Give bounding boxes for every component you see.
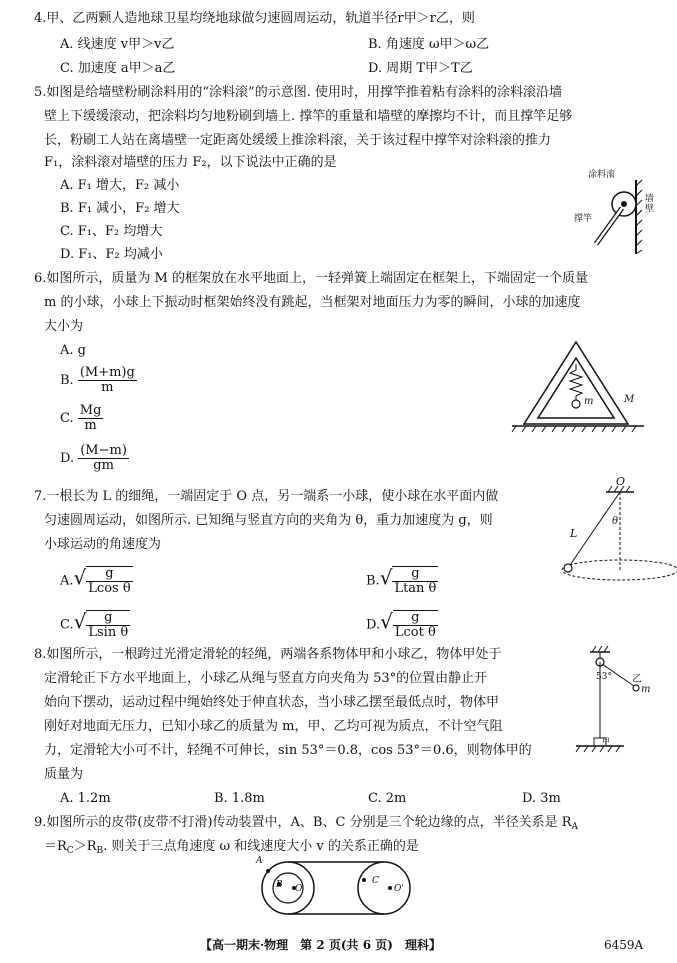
fig-q9-B: B bbox=[276, 880, 283, 890]
q7-option-c: C.√ $\frac{g}{\text{Lsin θ}}$ bbox=[60, 609, 129, 640]
fig-q9-C: C bbox=[372, 876, 379, 886]
fig-small-m: m bbox=[584, 396, 594, 407]
fig-q9-O2: O' bbox=[394, 884, 404, 894]
q5-option-c: C. F₁、F₂ 均增大 bbox=[60, 224, 163, 239]
q5-line1: 5.如图是给墙壁粉刷涂料用的“涂料滚”的示意图. 使用时，用撑竿推着粘有涂料的涂料滚沿墙 bbox=[34, 85, 562, 100]
fig-q9-O: O bbox=[295, 884, 303, 894]
q8-line2: 定滑轮正下方水平地面上，小球乙从绳与竖直方向夹角为 53°的位置由静止开 bbox=[44, 671, 488, 686]
q4-option-b: B. 角速度 ω甲＞ω乙 bbox=[368, 37, 490, 52]
q5-line4: F₁，涂料滚对墙壁的压力 F₂，以下说法中正确的是 bbox=[44, 155, 337, 170]
fig-q8-yi: 乙 bbox=[632, 674, 642, 685]
q5-option-b: B. F₁ 减小，F₂ 增大 bbox=[60, 201, 180, 216]
q5-option-d: D. F₁、F₂ 均减小 bbox=[60, 247, 163, 262]
q6-option-b: B. $\frac{(M+m)g}{m}$ bbox=[60, 365, 135, 395]
q9-line2: $=R_C>R_B$. 则关于三点角速度 ω 和线速度大小 v 的关系正确的是 bbox=[44, 839, 419, 856]
fig-q7-theta: θ bbox=[612, 516, 619, 527]
q6-b-fraction: $\frac{(M+m)g}{m}$ bbox=[79, 365, 135, 395]
q4-stem: 4.甲、乙两颗人造地球卫星均绕地球做匀速圆周运动，轨道半径r甲＞r乙，则 bbox=[34, 11, 475, 26]
q8-line3: 始向下摆动，运动过程中绳始终处于伸直状态，当小球乙摆至最低点时，物体甲 bbox=[44, 695, 500, 710]
fig-wall-label: 墙壁 bbox=[645, 194, 655, 214]
q7-line1: 7.一根长为 L 的细绳，一端固定于 O 点，另一端系一小球，使小球在水平面内做 bbox=[34, 489, 499, 504]
pulley-figure bbox=[576, 648, 656, 754]
q8-option-c: C. 2m bbox=[368, 791, 407, 806]
q6-line2: m 的小球，小球上下振动时框架始终没有跳起，当框架对地面压力为零的瞬间，小球的加速度 bbox=[44, 295, 581, 310]
q7-line2: 匀速圆周运动，如图所示. 已知绳与竖直方向的夹角为 θ，重力加速度为 g，则 bbox=[44, 513, 493, 528]
fig-roller-label: 涂料滚 bbox=[588, 170, 616, 180]
fig-big-M: M bbox=[624, 394, 635, 405]
q6-option-a: A. g bbox=[60, 343, 86, 358]
q8-line5: 力，定滑轮大小可不计，轻绳不可伸长，sin 53°＝0.8，cos 53°＝0.6，则物体甲的 bbox=[44, 743, 532, 758]
q8-line4: 刚好对地面无压力，已知小球乙的质量为 m，甲、乙均可视为质点，不计空气阻 bbox=[44, 719, 503, 734]
q6-c-fraction: $\frac{Mg}{m}$ bbox=[79, 403, 102, 433]
q7-line3: 小球运动的角速度为 bbox=[44, 537, 162, 552]
q4-option-c: C. 加速度 a甲＞a乙 bbox=[60, 61, 176, 76]
q8-option-b: B. 1.8m bbox=[214, 791, 265, 806]
q6-line3: 大小为 bbox=[44, 319, 84, 334]
frame-spring-figure bbox=[512, 340, 652, 436]
paper-code: 6459A bbox=[604, 938, 644, 952]
fig-q8-m: m bbox=[641, 684, 651, 695]
q7-option-d: D.√ $\frac{g}{\text{Lcot θ}}$ bbox=[366, 609, 436, 640]
q8-option-d: D. 3m bbox=[522, 791, 561, 806]
q7-option-b: B.√ $\frac{g}{\text{Ltan θ}}$ bbox=[366, 565, 437, 596]
q4-option-d: D. 周期 T甲＞T乙 bbox=[368, 61, 473, 76]
q7-option-a: A.√ $\frac{g}{\text{Lcos θ}}$ bbox=[60, 565, 131, 596]
q6-option-d: D. $\frac{(M-m)}{gm}$ bbox=[60, 443, 127, 473]
q4-option-a: A. 线速度 v甲＞v乙 bbox=[60, 37, 175, 52]
q5-line3: 长，粉刷工人站在离墙壁一定距离处缓缓上推涂料滚，关于该过程中撑竿对涂料滚的推力 bbox=[44, 133, 552, 148]
fig-pole-label: 撑竿 bbox=[574, 214, 593, 224]
q6-d-fraction: $\frac{(M-m)}{gm}$ bbox=[80, 443, 127, 473]
page-footer: 【高一期末·物理 第 2 页(共 6 页) 理科】 bbox=[200, 938, 441, 952]
q6-option-c: C. $\frac{Mg}{m}$ bbox=[60, 403, 102, 433]
q5-line2: 壁上下缓缓滚动，把涂料均匀地粉刷到墙上. 撑竿的重量和墙壁的摩擦均不计，而且撑竿足够 bbox=[44, 109, 573, 124]
q5-option-a: A. F₁ 增大，F₂ 减小 bbox=[60, 178, 180, 193]
fig-q7-O: O bbox=[616, 475, 626, 488]
fig-q7-L: L bbox=[570, 527, 578, 540]
q9-line1: 9.如图所示的皮带(皮带不打滑)传动装置中，A、B、C 分别是三个轮边缘的点，半径关系是 $R_A$ bbox=[34, 815, 578, 832]
fig-q9-A: A bbox=[256, 856, 263, 866]
fig-q8-angle: 53° bbox=[596, 672, 612, 682]
q8-line6: 质量为 bbox=[44, 767, 84, 782]
fig-q8-jia: 甲 bbox=[602, 737, 610, 746]
q6-line1: 6.如图所示，质量为 M 的框架放在水平地面上，一轻弹簧上端固定在框架上，下端固定一个质量 bbox=[34, 271, 588, 286]
q8-option-a: A. 1.2m bbox=[60, 791, 111, 806]
q8-line1: 8.如图所示，一根跨过光滑定滑轮的轻绳，两端各系物体甲和小球乙，物体甲处于 bbox=[34, 647, 502, 662]
